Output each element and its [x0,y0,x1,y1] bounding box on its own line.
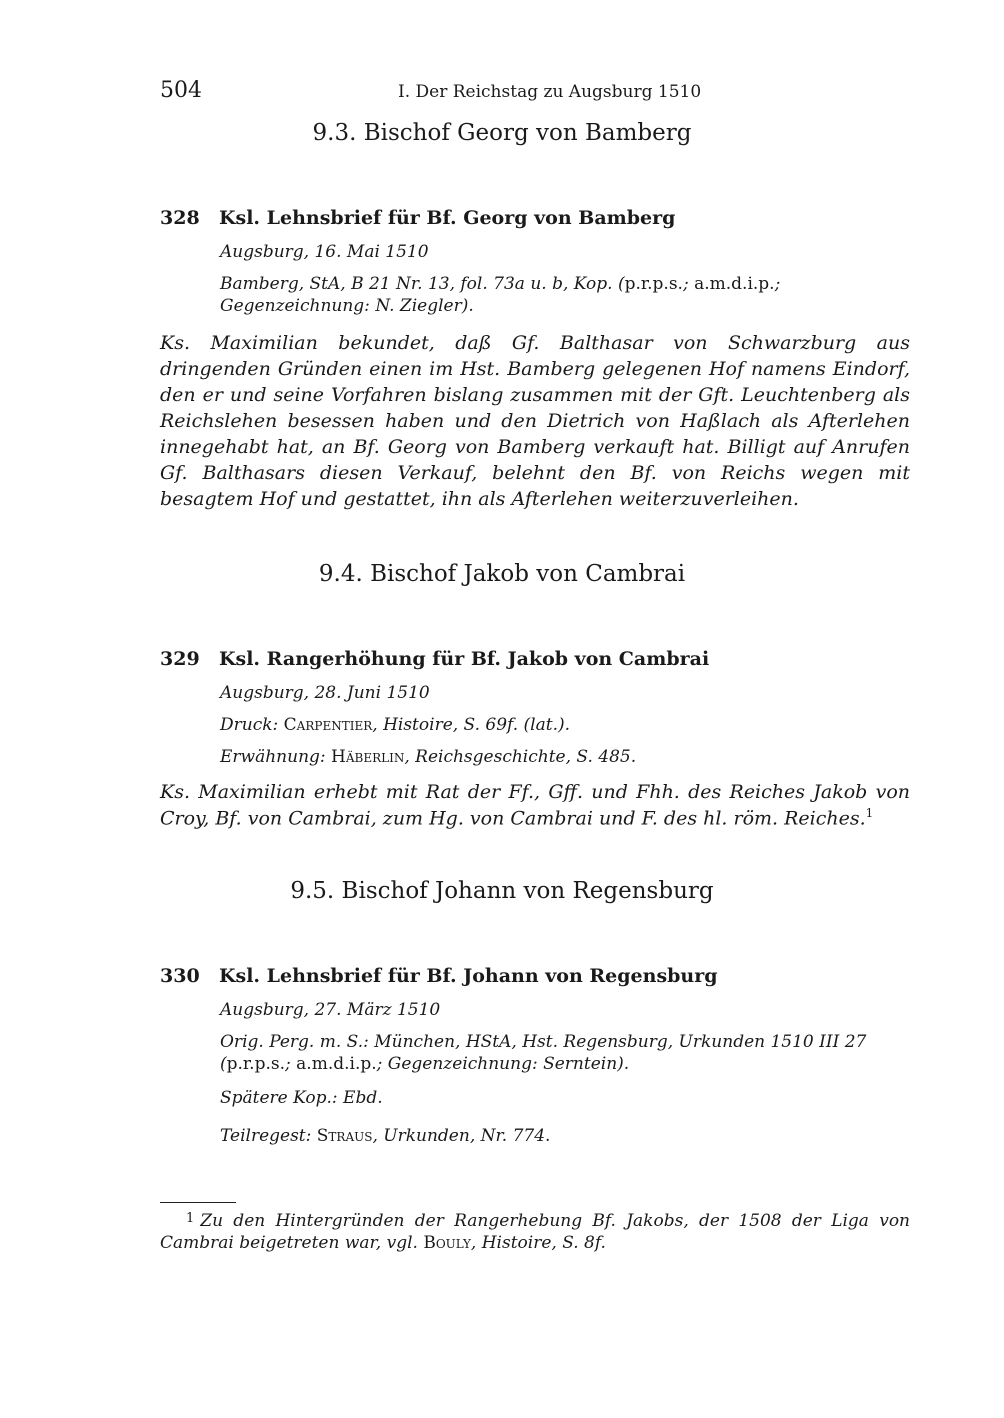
entry-later-copy: Spätere Kop.: Ebd. [220,1088,383,1108]
source-formula: a.m.d.i.p. [296,1054,377,1075]
entry-date: Augsburg, 28. Juni 1510 [220,683,430,703]
mention-author: Häberlin [331,747,405,767]
entry-title: Ksl. Lehnsbrief für Bf. Johann von Regensburg [219,965,718,987]
partial-rest: , Urkunden, Nr. 774. [372,1126,551,1146]
entry-source [220,273,910,317]
section-title: 9.3. Bischof Georg von Bamberg [312,120,692,146]
entry-heading [160,207,675,229]
footnote-rule [160,1202,236,1203]
entry-abstract: Ks. Maximilian bekundet, daß Gf. Balthasar von Schwarzburg aus dringenden Gründen einen im Hst. Bamberg gelegenen Hof namens Eindorf, den er und seine Vorfahren bislang zusammen mit der Gft. Leuchtenberg als Reichslehen besessen haben und den Dietrich von Haßlach als Afterlehen innegehabt hat, an Bf. Georg von Bamberg verkauft hat. Billigt auf Anrufen Gf. Balthasars diesen Verkauf, belehnt den Bf. von Reichs wegen mit besagtem Hof und gestattet, ihn als Afterlehen weiterzuverleihen. [160,332,910,511]
source-formula: a.m.d.i.p. [694,274,775,294]
entry-abstract [160,779,910,831]
entry-partial-regest [220,1125,910,1147]
footnote-text: , Histoire, S. 8f. [470,1233,606,1254]
source-text: ; Gegenzeichnung: N. Ziegler). [220,274,781,317]
section-title: 9.5. Bischof Johann von Regensburg [290,878,714,904]
footnote-author: Bouly [423,1233,471,1254]
source-text: ; Gegenzeichnung: Serntein). [376,1054,630,1075]
entry-source [220,1031,910,1075]
source-text: ; [682,274,695,294]
abstract-text: Ks. Maximilian erhebt mit Rat der Ff., Gff. und Fhh. des Reiches Jakob von Croy, Bf. von Cambrai, zum Hg. von Cambrai und F. des hl. röm. Reiches. [160,781,910,830]
entry-number: 330 [160,965,200,987]
entry-print [220,714,910,736]
source-formula: p.r.p.s. [226,1054,286,1075]
entry-mention [220,746,910,768]
mention-rest: , Reichsgeschichte, S. 485. [404,747,637,767]
print-label: Druck: [220,715,284,735]
mention-label: Erwähnung: [220,747,332,767]
footnote-mark: 1 [186,1211,195,1226]
footnote-reference[interactable]: 1 [865,806,874,821]
entry-heading [160,965,718,987]
entry-title: Ksl. Lehnsbrief für Bf. Georg von Bamberg [219,207,676,229]
page-number: 504 [160,78,202,103]
footnote-text: Zu den Hintergründen der Rangerhebung Bf. Jakobs, der 1508 der Liga von Cambrai beigetreten war, vgl. [160,1211,910,1254]
source-text: ; [285,1054,297,1075]
footnote [160,1210,910,1254]
print-author: Carpentier [283,715,373,735]
entry-number: 329 [160,648,200,670]
partial-author: Straus [316,1126,373,1146]
source-formula: p.r.p.s. [624,274,683,294]
entry-title: Ksl. Rangerhöhung für Bf. Jakob von Cambrai [219,648,710,670]
print-rest: , Histoire, S. 69f. (lat.). [372,715,571,735]
partial-label: Teilregest: [220,1126,317,1146]
entry-date: Augsburg, 16. Mai 1510 [220,242,429,262]
entry-date: Augsburg, 27. März 1510 [220,1000,441,1020]
running-head: I. Der Reichstag zu Augsburg 1510 [398,82,702,102]
source-text: Orig. Perg. m. S.: München, HStA, Hst. Regensburg, Urkunden 1510 III 27 ( [220,1032,867,1075]
entry-number: 328 [160,207,200,229]
source-text: Bamberg, StA, B 21 Nr. 13, fol. 73a u. b, Kop. ( [220,274,625,294]
section-title: 9.4. Bischof Jakob von Cambrai [318,561,686,587]
entry-heading [160,648,709,670]
